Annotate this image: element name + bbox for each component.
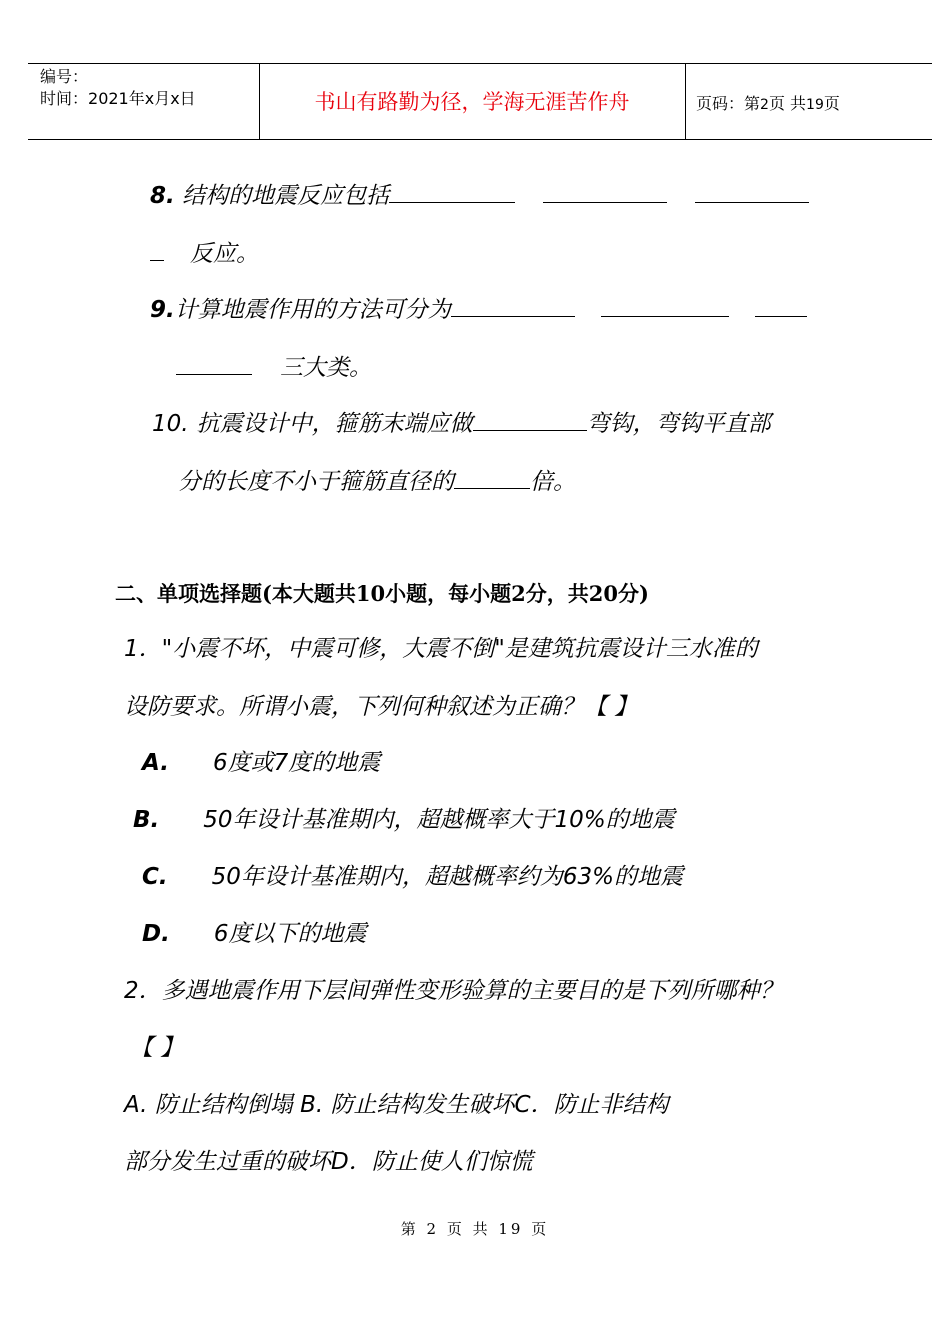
question-10-text-line2: 分的长度不小于箍筋直径的 — [178, 469, 454, 495]
question-9-number: 9. — [150, 297, 175, 323]
mc-1-stem-line-1: 1．"小震不坏，中震可修，大震不倒"是建筑抗震设计三水准的 — [124, 636, 758, 662]
blank — [473, 408, 587, 431]
date-text: 2021年x月x日 — [88, 89, 196, 108]
blank — [543, 180, 667, 203]
blank — [150, 238, 164, 261]
motto-text: 书山有路勤为径，学海无涯苦作舟 — [314, 90, 630, 114]
question-10-text-cont: 弯钩，弯钩平直部 — [586, 411, 771, 437]
option-text: 6度或7度的地震 — [212, 750, 381, 776]
option-text: 6度以下的地震 — [213, 921, 367, 947]
mc-1-option-a — [142, 748, 380, 778]
blank — [695, 180, 809, 203]
question-10-line-1 — [152, 408, 771, 439]
page-label: 页码：第 — [696, 94, 761, 113]
question-8-number: 8. — [150, 183, 175, 209]
blank — [176, 352, 252, 375]
question-10-number: 10. — [152, 411, 189, 437]
page-mid: 页 共 — [768, 94, 807, 113]
header-top-border — [28, 63, 932, 64]
question-8-line-2 — [150, 238, 259, 269]
page-end: 页 — [823, 94, 840, 113]
mc-2-options-line-2: 部分发生过重的破坏D．防止使人们惊慌 — [124, 1149, 533, 1175]
blank — [601, 294, 729, 317]
page-info — [696, 91, 840, 114]
header-bottom-border — [28, 139, 932, 140]
question-9-line-1 — [150, 294, 807, 325]
mc-1-option-c — [142, 862, 683, 892]
blank — [389, 180, 515, 203]
page-current: 2 — [760, 97, 769, 113]
mc-2-stem-line-2: 【 】 — [130, 1035, 184, 1061]
mc-2-stem-line-1: 2．多遇地震作用下层间弹性变形验算的主要目的是下列所哪种？ — [124, 978, 783, 1004]
page-footer: 第 2 页 共 19 页 — [400, 1220, 550, 1238]
question-9-text-end: 三大类。 — [280, 355, 372, 381]
mc-2-options-line-1: A. 防止结构倒塌 B. 防止结构发生破坏C．防止非结构 — [124, 1092, 669, 1118]
mc-1-option-d — [142, 919, 366, 949]
question-8-text-end: 反应。 — [190, 241, 259, 267]
mc-1-stem-line-2: 设防要求。所谓小震，下列何种叙述为正确？【 】 — [124, 694, 638, 720]
page-total: 19 — [806, 97, 824, 113]
time-label: 时间： — [40, 89, 89, 108]
option-text: 50年设计基准期内，超越概率约为63%的地震 — [211, 864, 684, 890]
header-divider-2 — [685, 63, 686, 139]
mc-1-option-b — [133, 805, 675, 835]
question-8-text: 结构的地震反应包括 — [182, 183, 390, 209]
option-text: 50年设计基准期内，超越概率大于10%的地震 — [203, 807, 675, 833]
header-meta — [40, 66, 196, 110]
question-10-line-2 — [178, 466, 576, 497]
question-9-text: 计算地震作用的方法可分为 — [174, 297, 451, 323]
question-8-line-1 — [150, 180, 809, 211]
option-label: C. — [142, 864, 168, 890]
question-10-text: 抗震设计中，箍筋末端应做 — [196, 411, 473, 437]
option-label: D. — [142, 921, 170, 947]
section-title: 二、单项选择题(本大题共10小题，每小题2分，共20分) — [115, 581, 649, 606]
option-label: A. — [142, 750, 169, 776]
option-label: B. — [133, 807, 160, 833]
question-9-line-2 — [176, 352, 372, 383]
question-10-text-end: 倍。 — [530, 469, 576, 495]
blank — [755, 294, 807, 317]
number-label: 编号： — [40, 67, 89, 86]
blank — [451, 294, 575, 317]
blank — [454, 466, 530, 489]
time-line — [40, 88, 196, 110]
